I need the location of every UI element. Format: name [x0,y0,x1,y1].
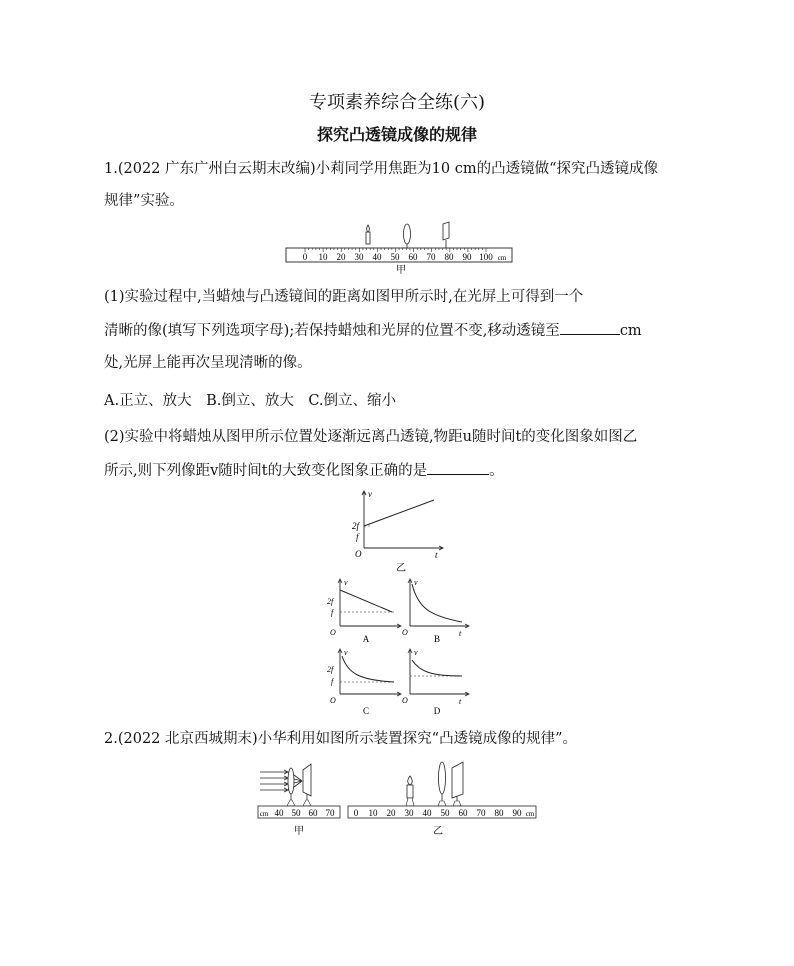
bench-tick-40: 40 [372,252,382,262]
c-label-o: O [330,696,336,705]
option-graph-a[interactable] [327,578,401,644]
option-label-d: D [433,706,441,716]
candle-icon [366,225,370,244]
q2-yi-tick-70: 70 [476,808,486,818]
axis-label-t: t [435,550,438,560]
parallel-rays [260,770,302,792]
tick-f: f [356,532,359,542]
bench-tick-70: 70 [426,252,436,262]
a-label-2f: 2f [327,597,334,606]
q2-yi-tick-40: 40 [422,808,432,818]
q2-yi-tick-50: 50 [440,808,450,818]
bench-tick-80: 80 [444,252,454,262]
q1-part2-end: 。 [489,463,504,479]
answer-blank-graph-choice[interactable] [427,460,489,475]
q1-figure-yi-graph [338,486,448,574]
q1-options: A.正立、放大 B.倒立、放大 C.倒立、缩小 [104,393,397,409]
q2-figure-yi [344,756,538,840]
c-label-f: f [331,677,334,686]
bench-tick-10: 10 [318,252,328,262]
answer-blank-lens-position[interactable] [560,320,620,335]
bench-tick-60: 60 [408,252,418,262]
convex-lens-icon [438,762,446,806]
q2-yi-tick-60: 60 [458,808,468,818]
b-label-o: O [402,628,408,637]
page-subtitle: 探究凸透镜成像的规律 [316,125,477,144]
q2-fig-label-jia: 甲 [294,826,304,837]
lens-icon [288,768,294,794]
q1-part1-line3: 处,光屏上能再次呈现清晰的像。 [104,355,312,371]
option-graph-c[interactable] [327,648,401,716]
candle-icon [406,776,414,806]
q2-jia-tick-50: 50 [291,808,301,818]
q2-yi-tick-80: 80 [494,808,504,818]
screen-icon [443,222,449,248]
q2-fig-label-yi: 乙 [433,826,443,837]
option-label-a: A [362,634,370,644]
screen-icon [452,762,463,806]
q2-yi-tick-0: 0 [353,808,359,818]
q2-stem: 2.(2022 北京西城期末)小华利用如图所示装置探究“凸透镜成像的规律”。 [104,731,577,747]
q2-yi-tick-20: 20 [386,808,396,818]
bench-tick-30: 30 [354,252,364,262]
option-label-c: C [362,706,370,716]
tick-2f: 2f [352,521,360,531]
q1-part1-line1: (1)实验过程中,当蜡烛与凸透镜间的距离如图甲所示时,在光屏上可得到一个 [104,289,584,305]
option-graph-d[interactable] [402,648,469,716]
q2-figure-jia [256,756,342,840]
bench-tick-0: 0 [302,252,308,262]
fig-label-yi: 乙 [396,563,406,574]
c-label-2f: 2f [327,665,334,674]
a-label-o: O [330,628,336,637]
convex-lens-icon [404,224,411,244]
q1-part1-line2-text: 清晰的像(填写下列选项字母);若保持蜡烛和光屏的位置不变,移动透镜至 [104,323,560,339]
d-label-t: t [459,697,462,706]
bench-tick-100: 100 [479,252,493,262]
bench-tick-90: 90 [462,252,472,262]
q2-yi-unit: cm [525,810,535,818]
q2-jia-tick-70: 70 [325,808,335,818]
origin-label: O [355,549,362,559]
bench-tick-50: 50 [390,252,400,262]
q2-yi-tick-30: 30 [404,808,414,818]
bench-tick-20: 20 [336,252,346,262]
q1-part2-line1: (2)实验中将蜡烛从图甲所示位置处逐渐远离凸透镜,物距u随时间t的变化图象如图乙 [104,429,638,445]
q1-part1-unit: cm [619,323,642,339]
b-label-v: v [414,578,418,587]
q2-yi-tick-10: 10 [368,808,378,818]
d-label-o: O [402,696,408,705]
option-graph-b[interactable] [402,578,469,644]
a-label-f: f [331,608,334,617]
q1-stem-line1: 1.(2022 广东广州白云期末改编)小莉同学用焦距为10 cm的凸透镜做“探究凸透镜成像 [104,161,658,177]
q2-yi-tick-90: 90 [512,808,522,818]
q2-jia-unit: cm [259,810,269,818]
screen-icon [303,764,311,796]
q1-stem-line2: 规律”实验。 [104,193,184,209]
q2-jia-tick-60: 60 [308,808,318,818]
b-label-t: t [459,629,462,638]
q1-figure-jia [284,220,514,276]
q1-option-graphs [322,576,482,716]
u-t-line [364,500,434,526]
q2-jia-tick-40: 40 [274,808,284,818]
bench-unit: cm [497,254,507,262]
d-label-v: v [414,648,418,657]
fig-label-jia: 甲 [396,265,406,276]
q1-part2-line2 [104,460,504,482]
option-label-b: B [433,634,441,644]
axis-label-v: v [368,489,372,499]
q1-part2-line2-text: 所示,则下列像距v随时间t的大致变化图象正确的是 [104,463,428,479]
c-label-v: v [344,648,348,657]
q1-part1-line2 [104,320,642,342]
page-title: 专项素养综合全练(六) [308,92,486,113]
a-label-v: v [344,578,348,587]
